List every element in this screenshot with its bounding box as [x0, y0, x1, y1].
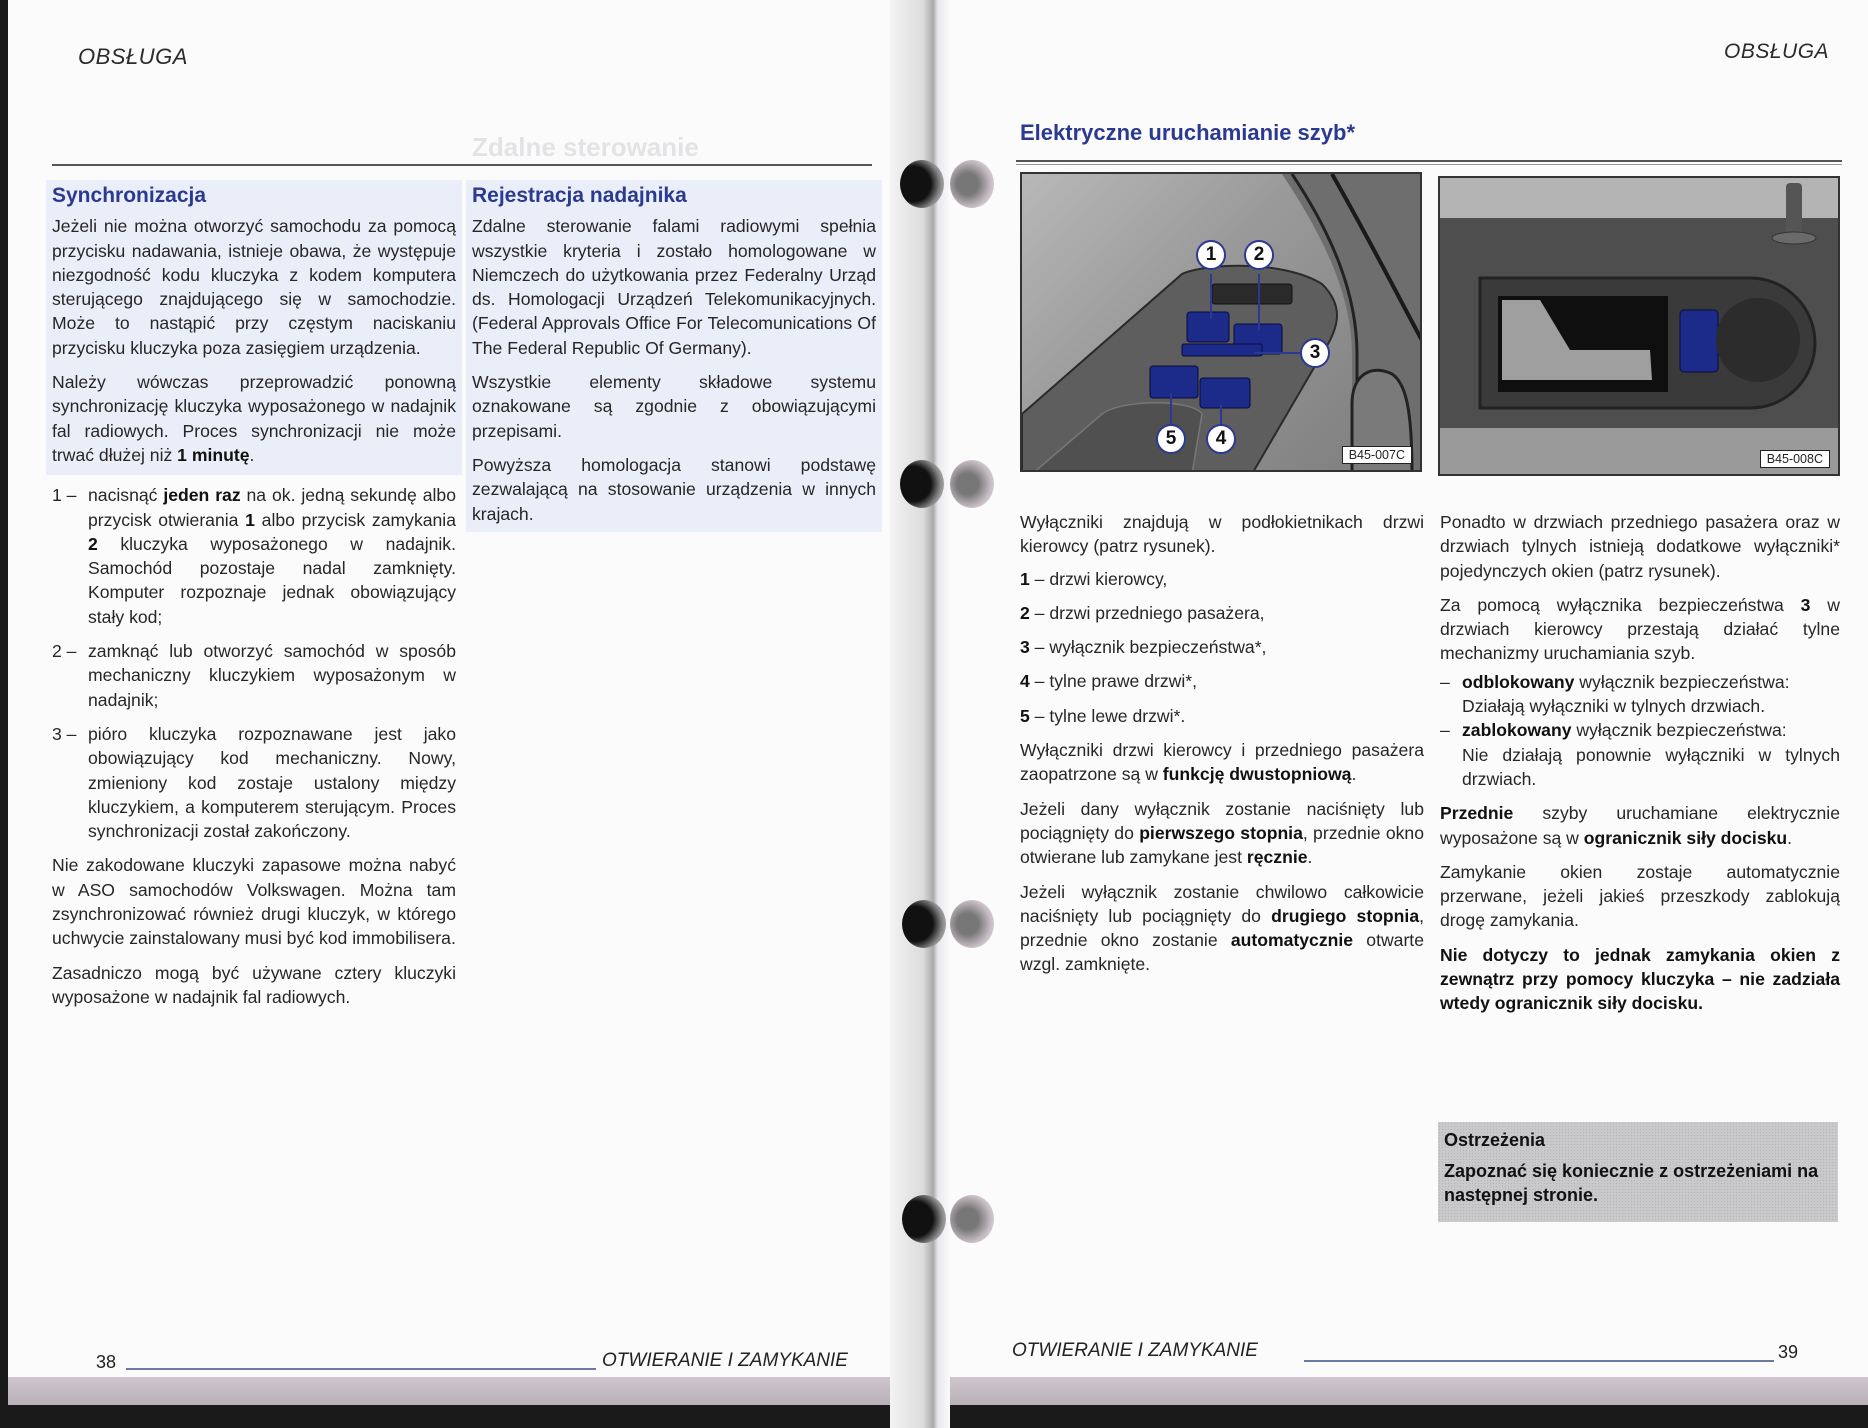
header-rule-thin — [1016, 164, 1842, 165]
page-number-right: 39 — [1778, 1342, 1799, 1362]
footer-rule — [126, 1368, 596, 1370]
list-item: 5 – tylne lewe drzwi*. — [1020, 705, 1186, 726]
footer-title-left: OTWIERANIE I ZAMYKANIE — [602, 1350, 848, 1371]
section-title: Synchronizacja — [52, 184, 207, 207]
figure-window-switches — [1020, 172, 1422, 472]
list-item: 4 – tylne prawe drzwi*, — [1020, 671, 1198, 692]
binder-hole — [902, 1195, 946, 1243]
list-item-step-1: 1 – nacisnąć jeden raz na ok. jedną sekundę albo przycisk otwierania 1 albo przycisk zamykania 2 kluczyka wyposażonego w nadajnik. Samochód pozostaje nadal zamknięty. Komputer rozpoznaje jednak obowiązujący stały kod; — [52, 485, 457, 627]
binder-hole — [900, 160, 944, 208]
column-switch-description — [1020, 510, 1424, 987]
paragraph: Należy wówczas przeprowadzić ponowną synchronizację kluczyka wyposażonego w nadajnik fal radiowych. Proces synchronizacji nie może trwać dłużej niż 1 minutę. — [52, 372, 456, 465]
warning-title: Ostrzeżenia — [1444, 1130, 1546, 1150]
list-item: 1 – drzwi kierowcy, — [1020, 568, 1168, 589]
list-item: 2 – drzwi przedniego pasażera, — [1020, 602, 1265, 623]
callout-1: 1 — [1196, 240, 1226, 270]
callout-5: 5 — [1156, 424, 1186, 454]
paragraph: Jeżeli nie można otworzyć samochodu za pomocą przycisku nadawania, istnieje obawa, że występuje niezgodność kodu kluczyka z kodem komputera sterującego znajdującego się w samochodzie. Może to nastąpić przy częstym naciskaniu przycisku kluczyka poza zasięgiem urządzenia. — [52, 216, 456, 358]
binder-hole — [950, 460, 994, 508]
state-unlocked-result: Działają wyłączniki w tylnych drzwiach. — [1462, 696, 1766, 717]
state-locked-result: Nie działają ponownie wyłączniki w tylnych drzwiach. — [1462, 744, 1840, 789]
paragraph: Powyższa homologacja stanowi podstawę zezwalającą na stosowanie urządzenia w innych krajach. — [472, 454, 876, 524]
section-rejestracja — [472, 180, 876, 532]
column-safety-switch — [1440, 510, 1840, 1026]
rear-door-handle-illustration — [1440, 178, 1840, 476]
page-number-left: 38 — [96, 1352, 117, 1372]
binder-hole — [902, 900, 946, 948]
section-synchronizacja — [52, 180, 456, 1019]
paragraph: Nie dotyczy to jednak zamykania okien z zewnątrz przy pomocy kluczyka – nie zadziała wtedy ogranicznik siły docisku. — [1440, 944, 1840, 1014]
binder-hole — [950, 1195, 994, 1243]
header-rule — [1016, 160, 1842, 162]
warning-body: Zapoznać się koniecznie z ostrzeżeniami na następnej stronie. — [1444, 1161, 1819, 1205]
page-section-title: Elektryczne uruchamianie szyb* — [1020, 120, 1356, 145]
callout-leader — [1258, 274, 1260, 331]
running-head-left: OBSŁUGA — [78, 44, 188, 69]
page-edge — [930, 1377, 1868, 1405]
callout-leader — [1254, 352, 1302, 354]
paragraph: Jeżeli wyłącznik zostanie chwilowo całkowicie naciśnięty lub pociągnięty do drugiego stopnia, przednie okno zostanie automatycznie otwarte wzgl. zamknięte. — [1020, 881, 1424, 975]
callout-leader — [1210, 274, 1212, 319]
binder-hole — [950, 160, 994, 208]
list-item-step-3: 3 – pióro kluczyka rozpoznawane jest jako obowiązujący kod mechaniczny. Nowy, zmieniony kod zostaje ustalony między kluczykiem, a komputerem sterującym. Proces synchronizacji został zakończony. — [52, 723, 456, 842]
paragraph: Wyłączniki drzwi kierowcy i przedniego pasażera zaopatrzone są w funkcję dwustopniową. — [1020, 740, 1424, 785]
paragraph: Przednie szyby uruchamiane elektrycznie wyposażone są w ogranicznik siły docisku. — [1440, 803, 1840, 848]
paragraph: Za pomocą wyłącznika bezpieczeństwa 3 w drzwiach kierowcy przestają działać tylne mechanizmy uruchamiania szyb. — [1440, 594, 1840, 664]
binder-hole — [900, 460, 944, 508]
header-rule — [52, 164, 872, 166]
figure-id-label: B45-008C — [1760, 450, 1830, 468]
paragraph: Jeżeli dany wyłącznik zostanie naciśnięty lub pociągnięty do pierwszego stopnia, przednie okno otwierane lub zamykane jest ręcznie. — [1020, 798, 1424, 868]
state-locked: – zablokowany wyłącznik bezpieczeństwa: — [1440, 720, 1787, 741]
warning-box — [1438, 1122, 1838, 1222]
state-unlocked: – odblokowany wyłącznik bezpieczeństwa: — [1440, 671, 1790, 692]
footer-rule — [1304, 1360, 1774, 1362]
paragraph: Wszystkie elementy składowe systemu oznakowane są zgodnie z obowiązującymi przepisami. — [472, 372, 876, 441]
callout-3: 3 — [1300, 338, 1330, 368]
list-item: 3 – wyłącznik bezpieczeństwa*, — [1020, 637, 1267, 658]
paragraph: Zdalne sterowanie falami radiowymi spełnia wszystkie kryteria i zostało homologowane w Niemczech do użytkowania przez Federalny Urząd ds. Homologacji Urządzeń Telekomunikacyjnych. (Federal Approvals Office For Telecomunications Of The Federal Republic Of Germany). — [472, 216, 876, 358]
paragraph: Zamykanie okien zostaje automatycznie przerwane, jeżeli jakieś przeszkody zablokują drogę zamykania. — [1440, 861, 1840, 931]
callout-4: 4 — [1206, 424, 1236, 454]
footer-title-right: OTWIERANIE I ZAMYKANIE — [1012, 1340, 1258, 1361]
paragraph: Zasadniczo mogą być używane cztery kluczyki wyposażone w nadajnik fal radiowych. — [52, 962, 456, 1007]
paragraph: Ponadto w drzwiach przedniego pasażera oraz w drzwiach tylnych istnieją dodatkowe wyłączniki* pojedynczych okien (patrz rysunek). — [1440, 512, 1840, 581]
figure-id-label: B45-007C — [1342, 446, 1412, 464]
list-item-step-2: 2 – zamknąć lub otworzyć samochód w sposób mechaniczny kluczykiem wyposażonym w nadajnik; — [52, 641, 456, 710]
bleed-through-heading: Zdalne sterowanie — [472, 132, 699, 162]
page-edge — [8, 1377, 918, 1405]
running-head-right: OBSŁUGA — [1724, 40, 1830, 63]
section-title: Rejestracja nadajnika — [472, 184, 687, 207]
paragraph: Wyłączniki znajdują w podłokietnikach drzwi kierowcy (patrz rysunek). — [1020, 512, 1424, 557]
figure-rear-door-switch — [1438, 176, 1840, 476]
callout-2: 2 — [1244, 240, 1274, 270]
paragraph: Nie zakodowane kluczyki zapasowe można nabyć w ASO samochodów Volkswagen. Można tam zsynchronizować również drugi kluczyk, w którego uchwycie zainstalowany musi być kod immobilisera. — [52, 855, 456, 949]
binder-hole — [950, 900, 994, 948]
